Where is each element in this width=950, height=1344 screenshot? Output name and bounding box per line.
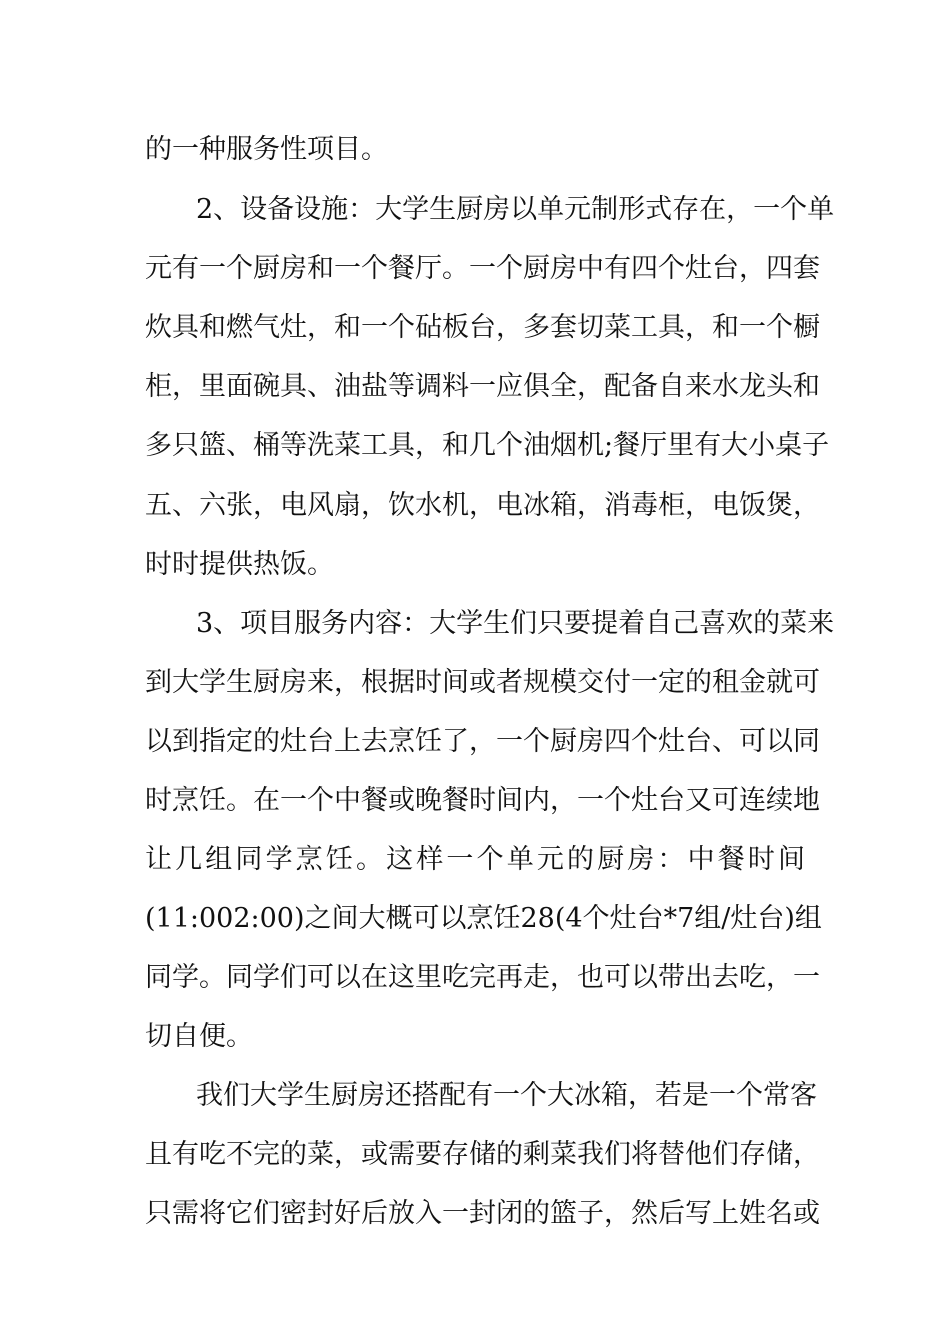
- text-line: 切自便。: [145, 1021, 253, 1052]
- text-line: 只需将它们密封好后放入一封闭的篮子，然后写上姓名或: [145, 1198, 820, 1229]
- text-line: 同学。同学们可以在这里吃完再走，也可以带出去吃，一: [145, 962, 820, 993]
- text-line: (11:002:00)之间大概可以烹饪28(4个灶台*7组/灶台)组: [145, 903, 822, 934]
- text-line: 以到指定的灶台上去烹饪了，一个厨房四个灶台、可以同: [145, 726, 820, 757]
- text-line: 时烹饪。在一个中餐或晚餐时间内，一个灶台又可连续地: [145, 785, 820, 816]
- text-line: 的一种服务性项目。: [145, 134, 388, 165]
- paragraph-start-line: 2、设备设施：大学生厨房以单元制形式存在，一个单: [196, 194, 835, 225]
- paragraph-start-line: 3、项目服务内容：大学生们只要提着自己喜欢的菜来: [196, 608, 835, 639]
- text-line: 让几组同学烹饪。这样一个单元的厨房：中餐时间: [145, 844, 805, 875]
- paragraph-start-line: 我们大学生厨房还搭配有一个大冰箱，若是一个常客: [196, 1080, 817, 1111]
- text-line: 到大学生厨房来，根据时间或者规模交付一定的租金就可: [145, 667, 820, 698]
- text-line: 炊具和燃气灶，和一个砧板台，多套切菜工具，和一个橱: [145, 312, 820, 343]
- text-line: 元有一个厨房和一个餐厅。一个厨房中有四个灶台，四套: [145, 253, 820, 284]
- text-line: 五、六张，电风扇，饮水机，电冰箱，消毒柜，电饭煲，: [145, 490, 820, 521]
- text-line: 多只篮、桶等洗菜工具，和几个油烟机;餐厅里有大小桌子: [145, 430, 830, 461]
- text-line: 且有吃不完的菜，或需要存储的剩菜我们将替他们存储，: [145, 1139, 820, 1170]
- text-line: 柜，里面碗具、油盐等调料一应俱全，配备自来水龙头和: [145, 371, 820, 402]
- text-line: 时时提供热饭。: [145, 549, 334, 580]
